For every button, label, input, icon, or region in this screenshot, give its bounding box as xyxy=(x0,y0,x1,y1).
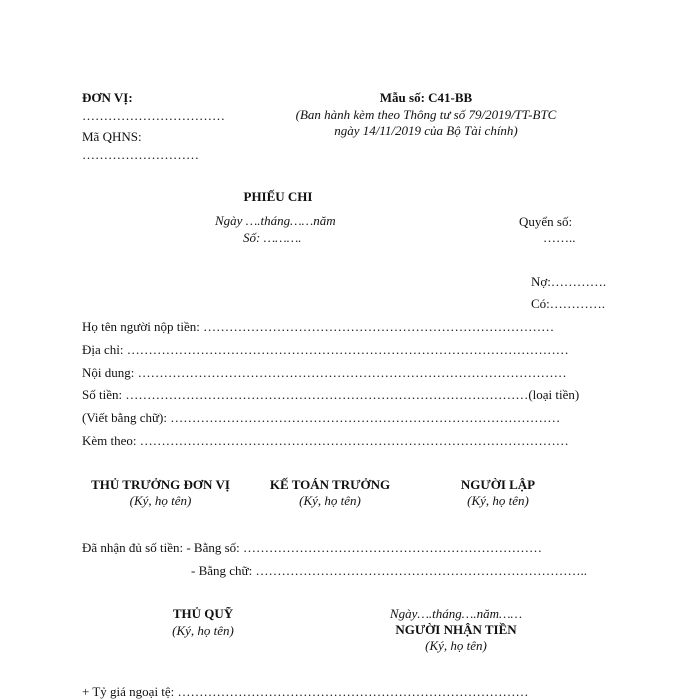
received-in-words: - Bằng chữ: ………………………………………………………………….. xyxy=(191,563,587,578)
number-line: Số: ………. xyxy=(243,230,302,245)
signature-receiver-title: NGƯỜI NHẬN TIỀN xyxy=(395,622,517,637)
signature-chief-accountant-note: (Ký, họ tên) xyxy=(299,493,361,508)
date-line: Ngày ….tháng……năm xyxy=(215,213,336,228)
receiver-date-line: Ngày….tháng….năm…… xyxy=(389,606,523,621)
signature-preparer-note: (Ký, họ tên) xyxy=(467,493,529,508)
field-amount: Số tiền: …………………………………………………………………………………(loại tiền) xyxy=(82,387,580,402)
exchange-rate-line: + Tỷ giá ngoại tệ: ……………………………………………………………………… xyxy=(82,684,529,699)
signature-preparer-title: NGƯỜI LẬP xyxy=(460,477,536,492)
signature-cashier-note: (Ký, họ tên) xyxy=(172,623,234,638)
book-label: Quyển số: xyxy=(519,214,573,229)
received-in-figures: Đã nhận đủ số tiền: - Bằng số: …………………………………………………………… xyxy=(82,540,543,555)
signature-cashier-title: THỦ QUỸ xyxy=(172,606,234,621)
field-attachments: Kèm theo: ……………………………………………………………………………………… xyxy=(82,433,569,448)
book-dots: …….. xyxy=(543,230,576,245)
unit-dots: …………………………… xyxy=(82,108,225,123)
field-content: Nội dung: ……………………………………………………………………………………… xyxy=(82,365,567,380)
signature-head-note: (Ký, họ tên) xyxy=(129,493,192,508)
field-amount-words: (Viết bằng chữ): ……………………………………………………………………………… xyxy=(82,410,561,425)
unit-label: ĐƠN VỊ: xyxy=(82,90,133,105)
issued-line-2: ngày 14/11/2019 của Bộ Tài chính) xyxy=(334,123,518,138)
document-title: PHIẾU CHI xyxy=(243,189,313,204)
form-number: Mẫu số: C41-BB xyxy=(379,90,473,105)
credit-line: Có:…………. xyxy=(531,296,606,311)
issued-line-1: (Ban hành kèm theo Thông tư số 79/2019/TT-BTC xyxy=(295,107,557,122)
signature-head-title: THỦ TRƯỞNG ĐƠN VỊ xyxy=(91,477,230,492)
signature-receiver-note: (Ký, họ tên) xyxy=(425,638,487,653)
field-payer-name: Họ tên người nộp tiền: ……………………………………………………………………… xyxy=(82,319,555,334)
field-address: Địa chỉ: ………………………………………………………………………………………… xyxy=(82,342,569,357)
debit-line: Nợ:…………. xyxy=(531,274,607,289)
qhns-dots: ……………………… xyxy=(82,147,199,162)
signature-chief-accountant-title: KẾ TOÁN TRƯỞNG xyxy=(269,477,391,492)
qhns-label: Mã QHNS: xyxy=(82,129,142,144)
